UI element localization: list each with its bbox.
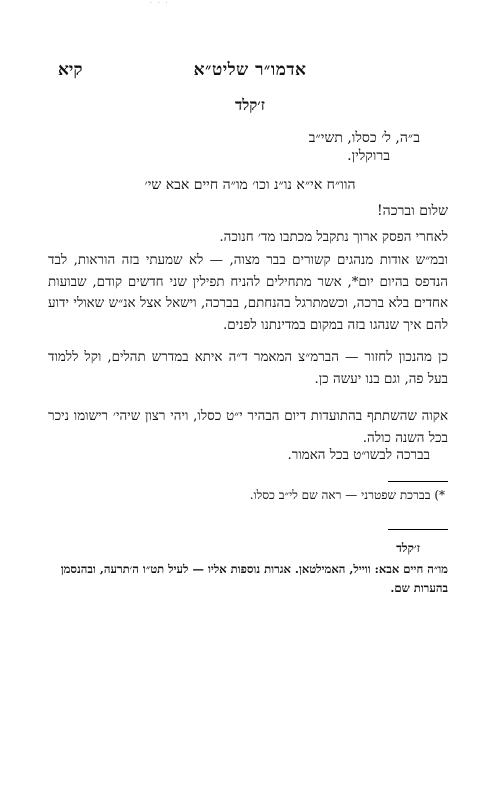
footnote: *) בברכת שפטרני — ראה שם לי״ב כסלו. <box>249 488 445 502</box>
page-number: קיא <box>58 60 83 80</box>
letter-paragraph: כן מהנכון לחזור — הברמ״צ המאמר ד״ה איתא במדרש תהלים, וקל ללמוד בעל פה, וגם בנו יעשה כן. <box>48 350 448 387</box>
letter-closing: בברכה לבשו״ט בכל האמור. <box>287 448 430 463</box>
letter-greeting: שלום וברכה! <box>377 203 448 219</box>
letter-date: ב״ה, ל׳ כסלו, תשי״ב <box>308 130 420 146</box>
letter-paragraph: לאחרי הפסק ארוך נתקבל מכתבו מד׳ חנוכה. <box>219 230 448 245</box>
source-note: מו״ה חיים אבא: ווייל, האמילטאן. אגרות נוספות אליו — לעיל תט״ו ה׳תרעה, ובהנסמן בהערות שם. <box>60 562 448 595</box>
source-heading: ז׳קלד <box>396 541 420 555</box>
letter-paragraph: ובמ״ש אודות מנהגים קשורים בבר מצוה, — לא שמעתי בזה הוראות, לבד הנדפס בהיום יום*, אשר מתחילים להניח תפילין שני חדשים קודם, שבועות אחדים בלא ברכה, וכשמתרגל בהנחתם, בברכה, וישאל אצל אנ״ש שאולי ידוע להם איך שנהגו בזה במקום במדינתנו לפנים. <box>48 253 448 333</box>
source-divider <box>388 529 448 530</box>
letter-recipient: הוו״ח אי״א נו״נ וכו׳ מו״ה חיים אבא שי׳ <box>144 177 356 193</box>
letter-place: ברוקלין. <box>347 148 390 164</box>
page-header-title: אדמו״ר שליט״א <box>193 60 307 80</box>
letter-number: ז׳קלד <box>235 96 265 114</box>
stray-marks: · · · <box>150 0 170 7</box>
footnote-divider <box>388 481 448 482</box>
letter-paragraph: אקוה שהשתתף בהתועדות דיום הבהיר י״ט כסלו, ויהי רצון שיהי׳ רישומו ניכר בכל השנה כולה. <box>48 409 448 446</box>
